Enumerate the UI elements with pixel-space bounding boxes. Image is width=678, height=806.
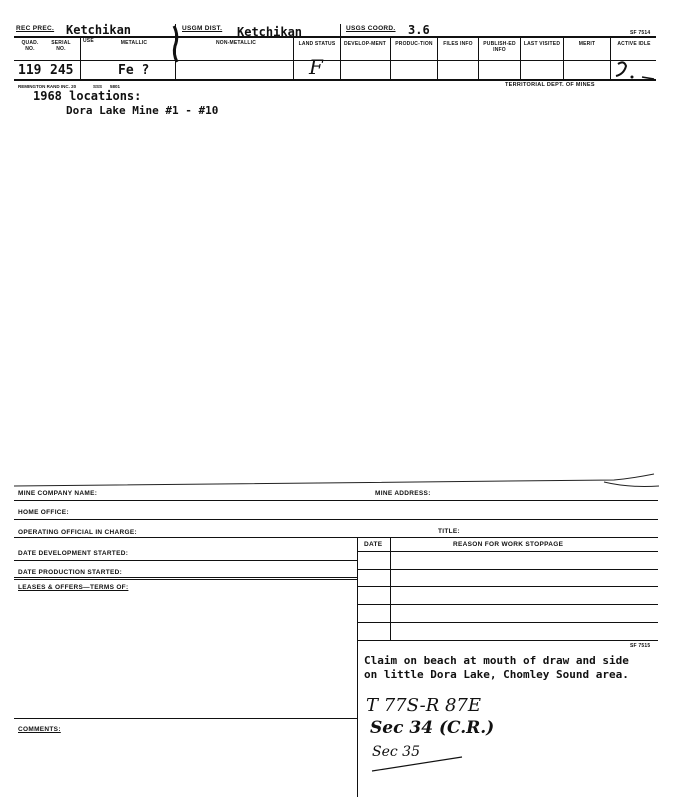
ink-mark — [170, 24, 184, 64]
home-office-label: HOME OFFICE: — [18, 509, 69, 516]
comments-label: COMMENTS: — [18, 726, 61, 733]
printer-code: SSS — [93, 84, 103, 89]
usgs-coord-value: 3.6 — [408, 23, 430, 37]
printer-code-2: 5801 — [110, 84, 121, 89]
usgs-coord-label: USGS COORD. — [346, 25, 396, 32]
col-use: USE — [83, 38, 94, 44]
form-number-2: SF 7515 — [630, 643, 651, 649]
serial-no-value: 245 — [50, 63, 74, 78]
date-column-header: DATE — [364, 541, 383, 548]
usgm-dist-label: USGM DIST. — [182, 25, 223, 32]
printer-label: REMINGTON RAND INC. 20 — [18, 84, 77, 89]
col-development: DEVELOP-MENT — [343, 41, 387, 47]
col-last-visited: LAST VISITED — [523, 41, 561, 47]
usgm-dist-value: Ketchikan — [237, 25, 303, 39]
col-published-info: PUBLISH-ED INFO — [483, 41, 516, 53]
handwriting-section-35: Sec 35 — [372, 744, 420, 760]
notes-line-2: Dora Lake Mine #1 - #10 — [66, 104, 219, 117]
quad-no-value: 119 — [18, 63, 42, 78]
col-merit: MERIT — [578, 41, 596, 47]
col-active-idle: ACTIVE IDLE — [617, 41, 651, 47]
col-production: PRODUC-TION — [395, 41, 433, 47]
operating-official-label: OPERATING OFFICIAL IN CHARGE: — [18, 529, 137, 536]
col-files-info: FILES INFO — [443, 41, 473, 47]
handwriting-section-34: Sec 34 (C.R.) — [370, 718, 495, 738]
department-label: TERRITORIAL DEPT. OF MINES — [505, 82, 595, 88]
mine-company-name-label: MINE COMPANY NAME: — [18, 490, 98, 497]
reason-column-header: REASON FOR WORK STOPPAGE — [453, 541, 564, 548]
land-status-value: F — [309, 55, 323, 79]
separator-line — [14, 468, 660, 492]
rec-prec-label: REC PREC. — [16, 25, 55, 32]
col-non-metallic: NON-METALLIC — [215, 40, 257, 46]
leases-label: LEASES & OFFERS—TERMS OF: — [18, 584, 129, 591]
col-land-status: LAND STATUS — [298, 41, 336, 47]
form-number: SF 7514 — [630, 30, 651, 36]
handwriting-township: T 77S-R 87E — [366, 695, 482, 716]
handwriting-underline — [370, 755, 470, 775]
ink-mark-active — [612, 58, 662, 84]
col-metallic: METALLIC — [120, 40, 148, 46]
col-serial-no: SERIAL NO. — [51, 40, 71, 52]
mine-address-label: MINE ADDRESS: — [375, 490, 431, 497]
date-prod-started-label: DATE PRODUCTION STARTED: — [18, 569, 123, 576]
claim-note-line-1: Claim on beach at mouth of draw and side — [364, 654, 629, 667]
metallic-value: Fe ? — [118, 63, 150, 78]
rec-prec-value: Ketchikan — [66, 23, 132, 37]
claim-note-line-2: on little Dora Lake, Chomley Sound area. — [364, 668, 629, 681]
col-quad-no: QUAD. NO. — [21, 40, 39, 52]
date-dev-started-label: DATE DEVELOPMENT STARTED: — [18, 550, 129, 557]
title-label: TITLE: — [438, 528, 461, 535]
notes-line-1: 1968 locations: — [33, 89, 142, 103]
